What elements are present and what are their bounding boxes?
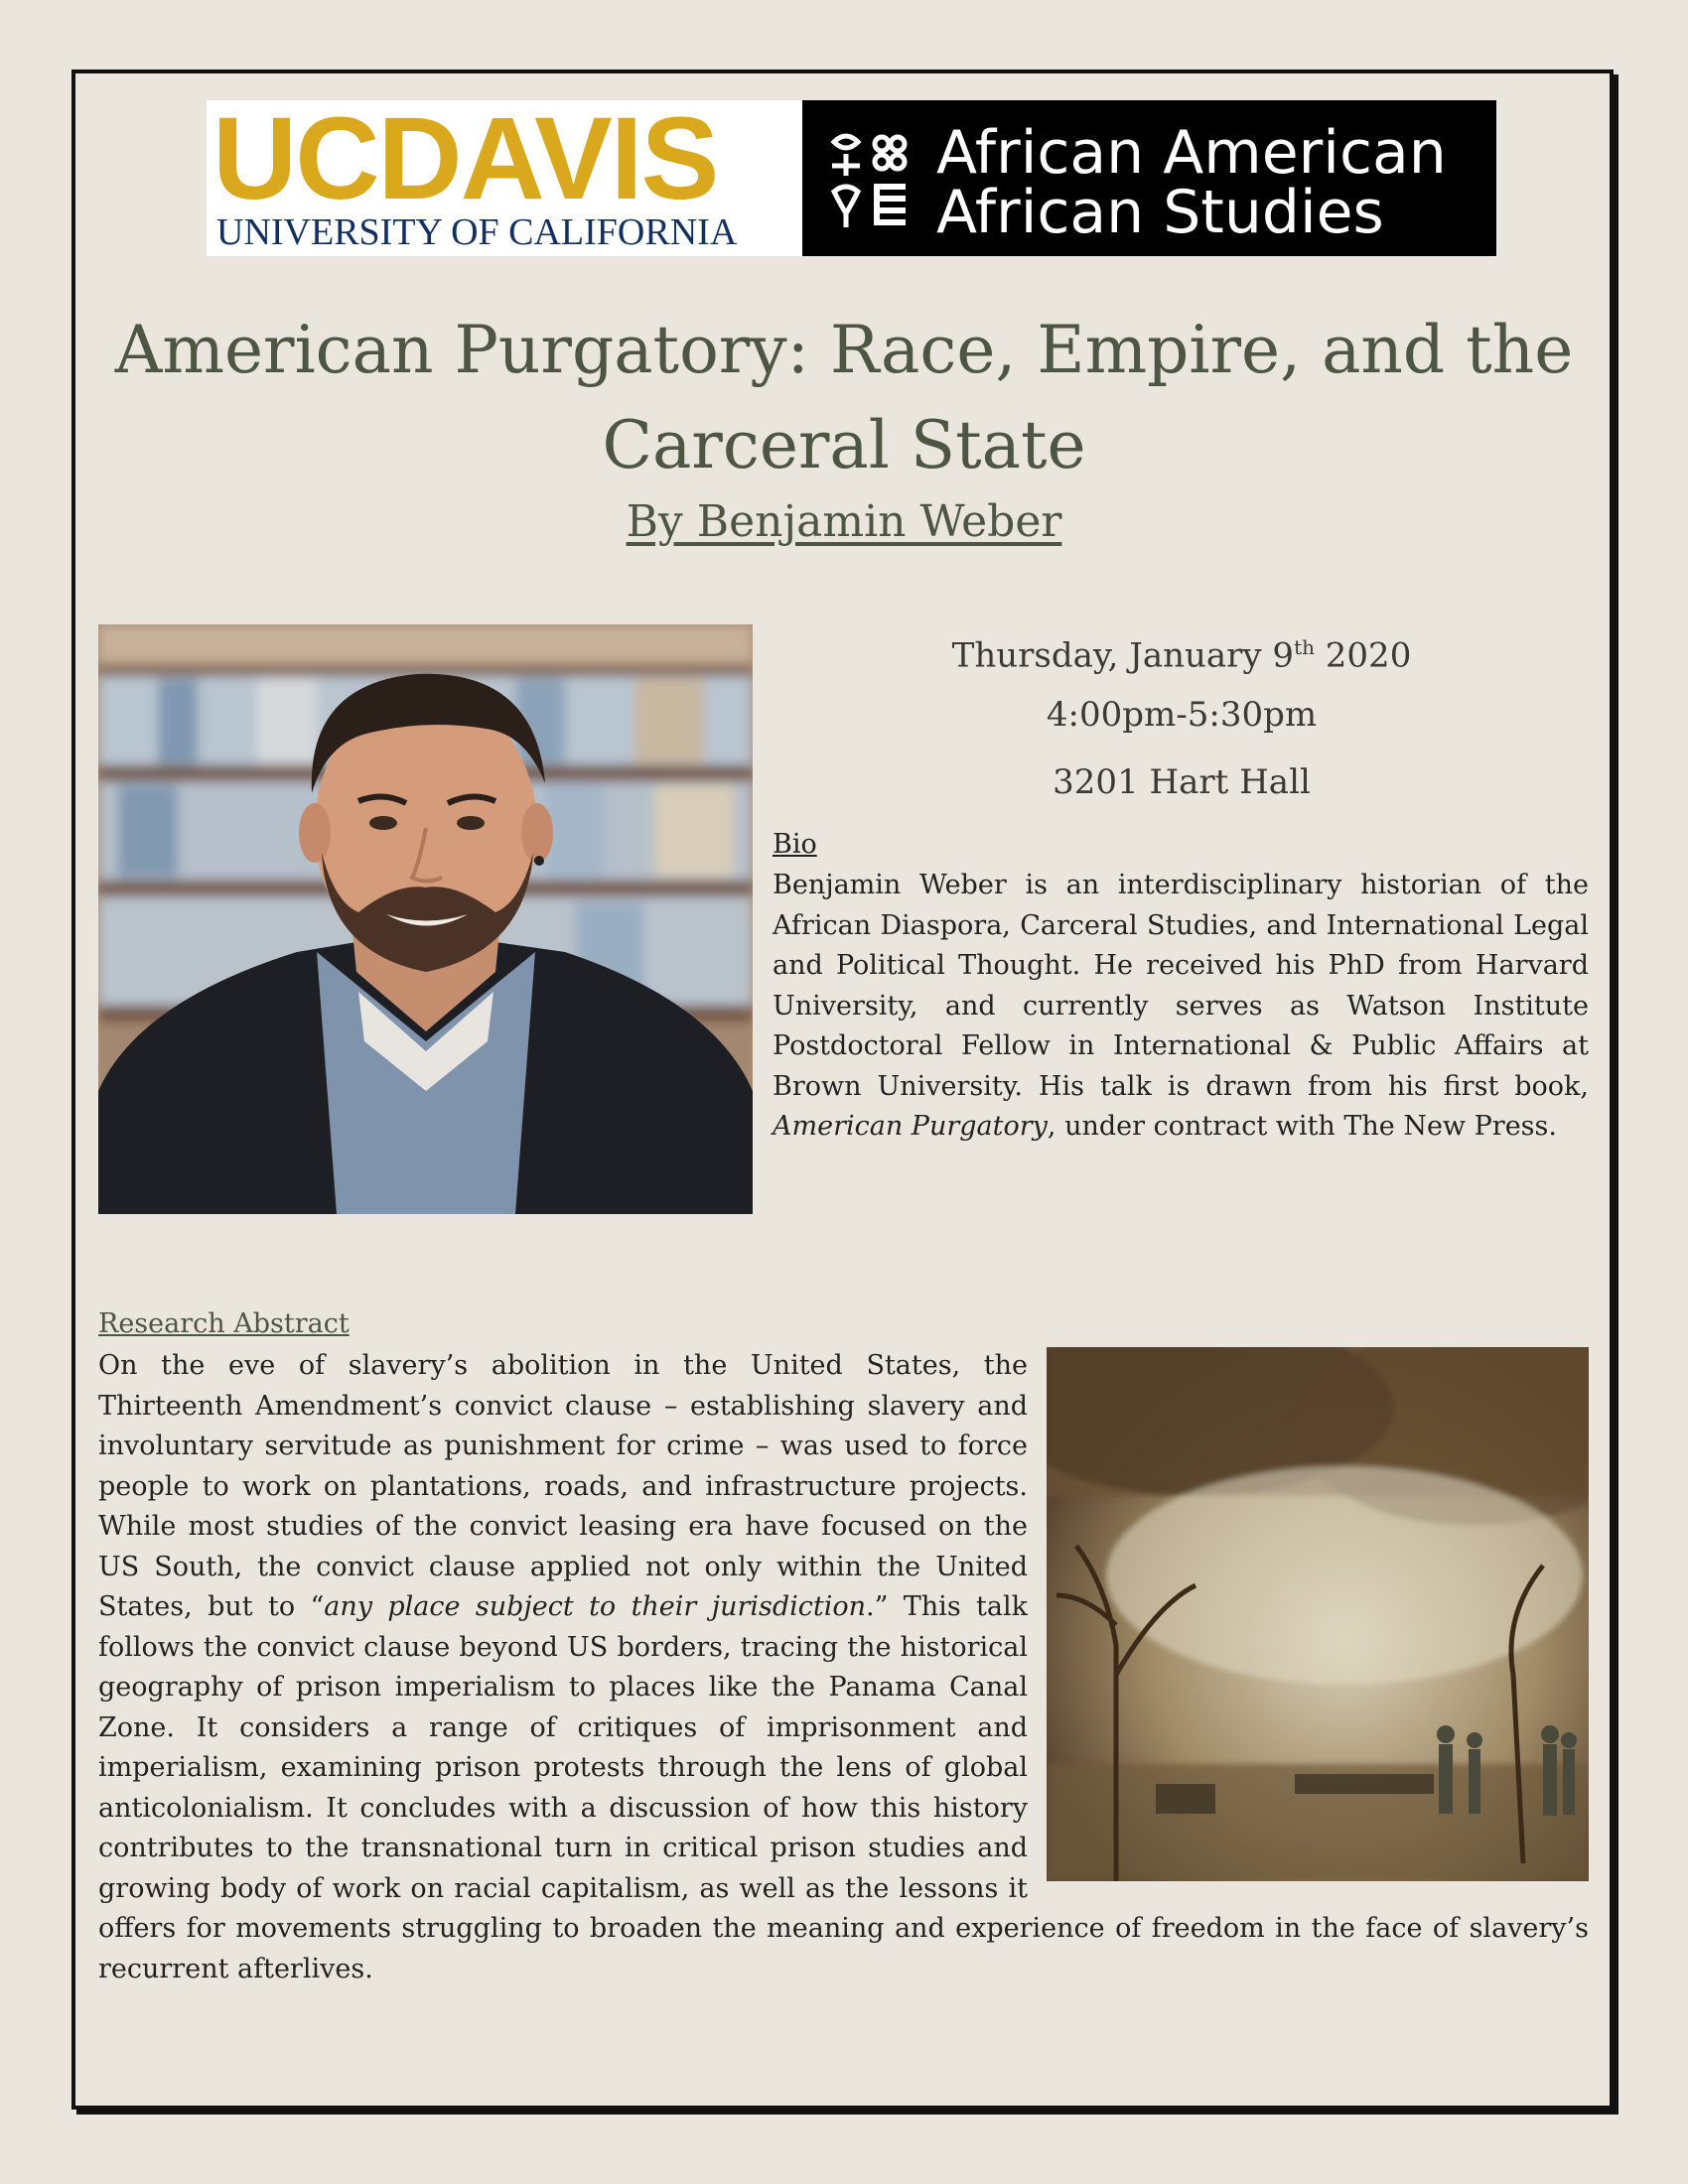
event-details [774, 621, 1589, 824]
aas-logo-line2: African Studies [936, 178, 1384, 247]
aas-logo [802, 100, 1496, 256]
ucdavis-logo [207, 93, 802, 256]
speaker-byline: By Benjamin Weber [626, 496, 1062, 547]
event-title: American Purgatory: Race, Empire, and the Carceral State [114, 312, 1574, 483]
research-abstract-text: On the eve of slavery’s abolition in the United States, the Thirteenth Amendment’s convict clause – establishing slavery and involuntary servitude as punishment for crime – was used to force people to work on plantations, roads, and infrastructure projects. While most studies of the convict leasing era have focused on the US South, the convict clause applied not only within the United States, but to “any place subject to their jurisdiction.” This talk follows the convict clause beyond US borders, tracing the historical geography of prison imperialism to places like the Panama Canal Zone. It considers a range of critiques of imprisonment and imperialism, examining prison protests through the lens of global anticolonialism. It concludes with a discussion of how this history contributes to the transnational turn in critical prison studies and growing body of work on racial capitalism, as well as the lessons it offers for movements struggling to broaden the meaning and experience of freedom in the face of slavery’s recurrent afterlives. [98, 1350, 1589, 1984]
bio-heading: Bio [773, 829, 817, 860]
book-title: American Purgatory [773, 1111, 1048, 1142]
historical-painting [1047, 1347, 1589, 1881]
event-time: 4:00pm-5:30pm [1046, 695, 1318, 735]
event-location: 3201 Hart Hall [1053, 762, 1311, 802]
adinkra-symbols-icon [826, 130, 912, 229]
jurisdiction-quote: any place subject to their jurisdiction [324, 1591, 867, 1622]
event-date: Thursday, January 9th 2020 [951, 635, 1412, 676]
ucdavis-logo-word: UCDAVIS [212, 93, 718, 224]
research-abstract-heading: Research Abstract [98, 1308, 350, 1339]
bio-text: Benjamin Weber is an interdisciplinary historian of the African Diaspora, Carceral Studies, and International Legal and Political Thought. He received his PhD from Harvard University, and currently serves as Watson Institute Postdoctoral Fellow in International & Public Affairs at Brown University. His talk is drawn from his first book, American Purgatory, under contract with The New Press. [773, 870, 1589, 1142]
speaker-photo [98, 624, 753, 1214]
aas-logo-line1: African American [936, 118, 1447, 188]
ucdavis-logo-subtitle: UNIVERSITY OF CALIFORNIA [216, 211, 738, 253]
